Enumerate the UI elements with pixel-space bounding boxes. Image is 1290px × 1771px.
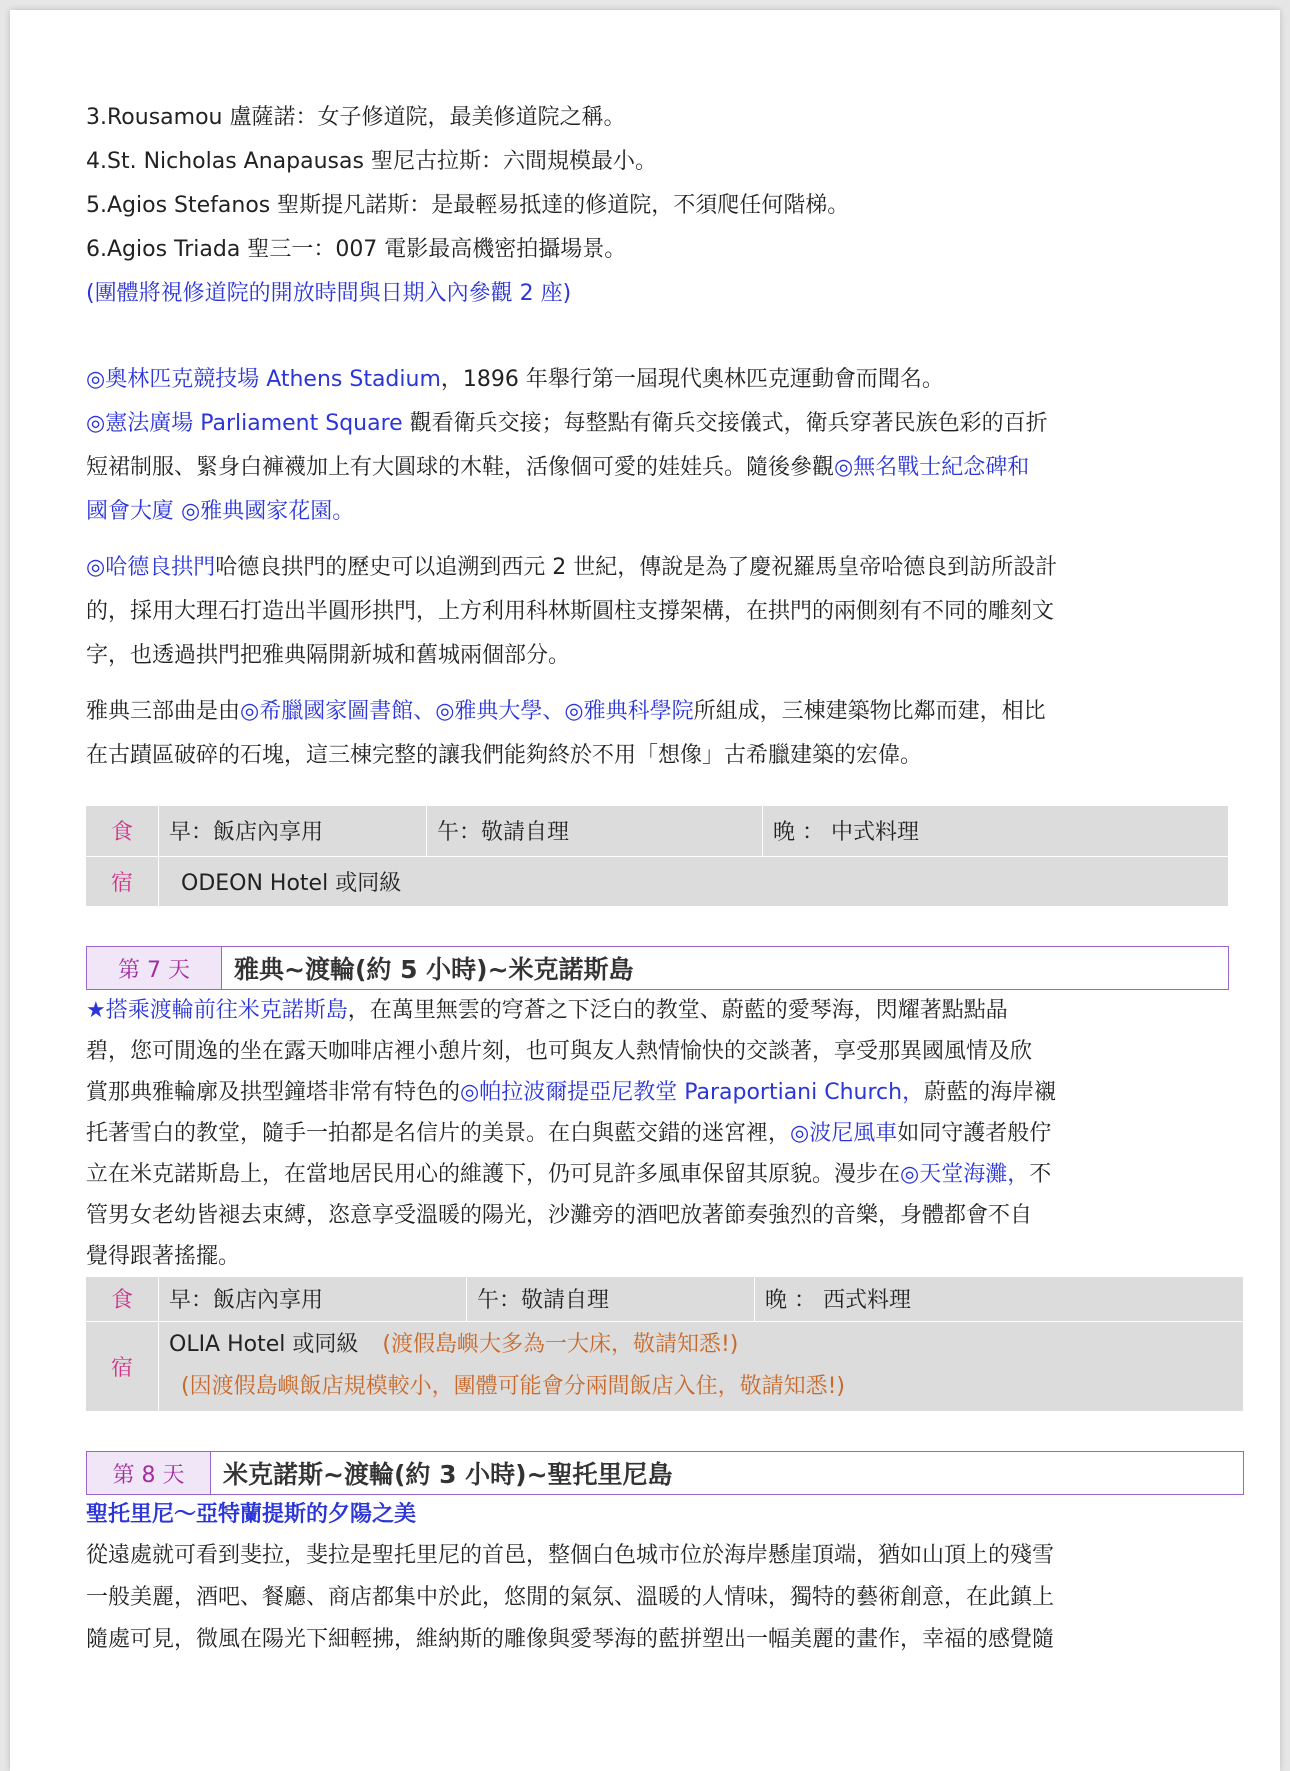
day8-title: 米克諾斯~渡輪(約 3 小時)~聖托里尼島 bbox=[223, 1460, 673, 1489]
stadium-link: ◎奧林匹克競技場 Athens Stadium bbox=[86, 367, 441, 392]
stay-label: 宿 bbox=[86, 856, 159, 906]
day7-text: 不 bbox=[1029, 1162, 1052, 1187]
dinner-cell: 晚 ： 中式料理 bbox=[773, 820, 919, 846]
day7-line: 覺得跟著搖擺。 bbox=[86, 1244, 241, 1269]
memorial-link: ◎無名戰士紀念碑和 bbox=[834, 455, 1030, 480]
day7-text: 蔚藍的海岸襯 bbox=[924, 1080, 1057, 1105]
breakfast-cell: 早：飯店內享用 bbox=[159, 1277, 467, 1321]
day8-line: 從遠處就可看到斐拉，斐拉是聖托里尼的首邑，整個白色城市位於海岸懸崖頂端，猶如山頂上的殘雪 bbox=[86, 1543, 1055, 1568]
day7-line bbox=[86, 1113, 1246, 1154]
church-link: ◎帕拉波爾提亞尼教堂 Paraportiani Church， bbox=[460, 1080, 925, 1105]
stadium-text: ，1896 年舉行第一屆現代奧林匹克運動會而聞名。 bbox=[440, 367, 944, 392]
arch-text: 哈德良拱門的歷史可以追溯到西元 2 世紀，傳說是為了慶祝羅馬皇帝哈德良到訪所設計 bbox=[215, 555, 1058, 580]
arch-paragraph bbox=[86, 546, 1246, 590]
day8-line: 一般美麗，酒吧、餐廳、商店都集中於此，悠閒的氣氛、溫暖的人情味，獨特的藝術創意，在此鎮上 bbox=[86, 1585, 1055, 1610]
parliament-link: 國會大廈 ◎雅典國家花園。 bbox=[86, 499, 355, 524]
day7-line bbox=[86, 1072, 1246, 1113]
day7-header bbox=[86, 946, 1229, 990]
trilogy-link: ◎希臘國家圖書館、◎雅典大學、◎雅典科學院 bbox=[240, 699, 694, 724]
hotel-cell: ODEON Hotel 或同級 bbox=[159, 856, 1229, 906]
square-paragraph-line bbox=[86, 446, 1246, 490]
day8-subheading: 聖托里尼～亞特蘭提斯的夕陽之美 bbox=[86, 1502, 417, 1527]
square-link: ◎憲法廣場 Parliament Square bbox=[86, 411, 403, 436]
meals-table-day6 bbox=[86, 806, 1228, 906]
stay-label: 宿 bbox=[86, 1321, 159, 1411]
windmill-link: ◎波尼風車 bbox=[790, 1121, 898, 1146]
hotel-name: OLIA Hotel 或同級 bbox=[169, 1332, 359, 1358]
monastery-item: 3.Rousamou 盧薩諾：女子修道院，最美修道院之稱。 bbox=[86, 105, 626, 130]
dinner-cell: 晚 ： 西式料理 bbox=[765, 1288, 911, 1314]
meals-table-day7 bbox=[86, 1277, 1243, 1411]
document-content bbox=[86, 96, 1246, 1661]
monastery-note: (團體將視修道院的開放時間與日期入內參觀 2 座) bbox=[86, 281, 572, 306]
square-paragraph bbox=[86, 402, 1246, 446]
document-page bbox=[10, 10, 1280, 1771]
arch-paragraph-line: 字，也透過拱門把雅典隔開新城和舊城兩個部分。 bbox=[86, 643, 571, 668]
day7-text: ，在萬里無雲的穹蒼之下泛白的教堂、蔚藍的愛琴海，閃耀著點點晶 bbox=[347, 998, 1008, 1023]
hotel-cell bbox=[159, 1321, 1244, 1411]
trilogy-text: 所組成，三棟建築物比鄰而建，相比 bbox=[693, 699, 1046, 724]
day7-line: 管男女老幼皆褪去束縛，恣意享受溫暖的陽光，沙灘旁的酒吧放著節奏強烈的音樂，身體都會不自 bbox=[86, 1203, 1033, 1228]
breakfast-cell: 早：飯店內享用 bbox=[159, 806, 427, 856]
arch-link: ◎哈德良拱門 bbox=[86, 555, 216, 580]
day8-line: 隨處可見，微風在陽光下細輕拂，維納斯的雕像與愛琴海的藍拼塑出一幅美麗的畫作，幸福的感覺隨 bbox=[86, 1627, 1055, 1652]
hotel-note: (渡假島嶼大多為一大床，敬請知悉!) bbox=[382, 1332, 739, 1358]
day7-number: 第 7 天 bbox=[87, 947, 222, 989]
lunch-cell: 午：敬請自理 bbox=[427, 806, 763, 856]
lunch-cell: 午：敬請自理 bbox=[467, 1277, 755, 1321]
square-text: 觀看衛兵交接；每整點有衛兵交接儀式，衛兵穿著民族色彩的百折 bbox=[402, 411, 1048, 436]
trilogy-text: 雅典三部曲是由 bbox=[86, 699, 241, 724]
trilogy-paragraph-line: 在古蹟區破碎的石塊，這三棟完整的讓我們能夠終於不用「想像」古希臘建築的宏偉。 bbox=[86, 743, 923, 768]
monastery-item: 4.St. Nicholas Anapausas 聖尼古拉斯：六間規模最小。 bbox=[86, 149, 657, 174]
food-label: 食 bbox=[86, 806, 159, 856]
day7-text: 賞那典雅輪廓及拱型鐘塔非常有特色的 bbox=[86, 1080, 461, 1105]
food-label: 食 bbox=[86, 1277, 159, 1321]
day7-line bbox=[86, 1154, 1246, 1195]
trilogy-paragraph bbox=[86, 690, 1246, 734]
day7-line: 碧，您可閒逸的坐在露天咖啡店裡小憩片刻，也可與友人熱情愉快的交談著，享受那異國風情及欣 bbox=[86, 1039, 1033, 1064]
day8-header bbox=[86, 1451, 1244, 1495]
day7-title: 雅典~渡輪(約 5 小時)~米克諾斯島 bbox=[234, 955, 634, 984]
square-text: 短裙制服、緊身白褲襪加上有大圓球的木鞋，活像個可愛的娃娃兵。隨後參觀 bbox=[86, 455, 835, 480]
day7-text: 立在米克諾斯島上，在當地居民用心的維護下，仍可見許多風車保留其原貌。漫步在 bbox=[86, 1162, 901, 1187]
day7-paragraph bbox=[86, 990, 1246, 1031]
beach-link: ◎天堂海灘， bbox=[900, 1162, 1030, 1187]
ferry-link: ★搭乘渡輪前往米克諾斯島 bbox=[86, 998, 348, 1023]
hotel-note: (因渡假島嶼飯店規模較小，團體可能會分兩間飯店入住，敬請知悉!) bbox=[181, 1374, 845, 1400]
monastery-item: 5.Agios Stefanos 聖斯提凡諾斯：是最輕易抵達的修道院，不須爬任何階梯。 bbox=[86, 193, 850, 218]
stadium-paragraph bbox=[86, 358, 1246, 402]
day8-number: 第 8 天 bbox=[87, 1452, 211, 1494]
monastery-item: 6.Agios Triada 聖三一：007 電影最高機密拍攝場景。 bbox=[86, 237, 627, 262]
day7-text: 托著雪白的教堂，隨手一拍都是名信片的美景。在白與藍交錯的迷宮裡， bbox=[86, 1121, 791, 1146]
arch-paragraph-line: 的，採用大理石打造出半圓形拱門，上方利用科林斯圓柱支撐架構，在拱門的兩側刻有不同的雕刻文 bbox=[86, 599, 1055, 624]
day7-text: 如同守護者般佇 bbox=[897, 1121, 1052, 1146]
